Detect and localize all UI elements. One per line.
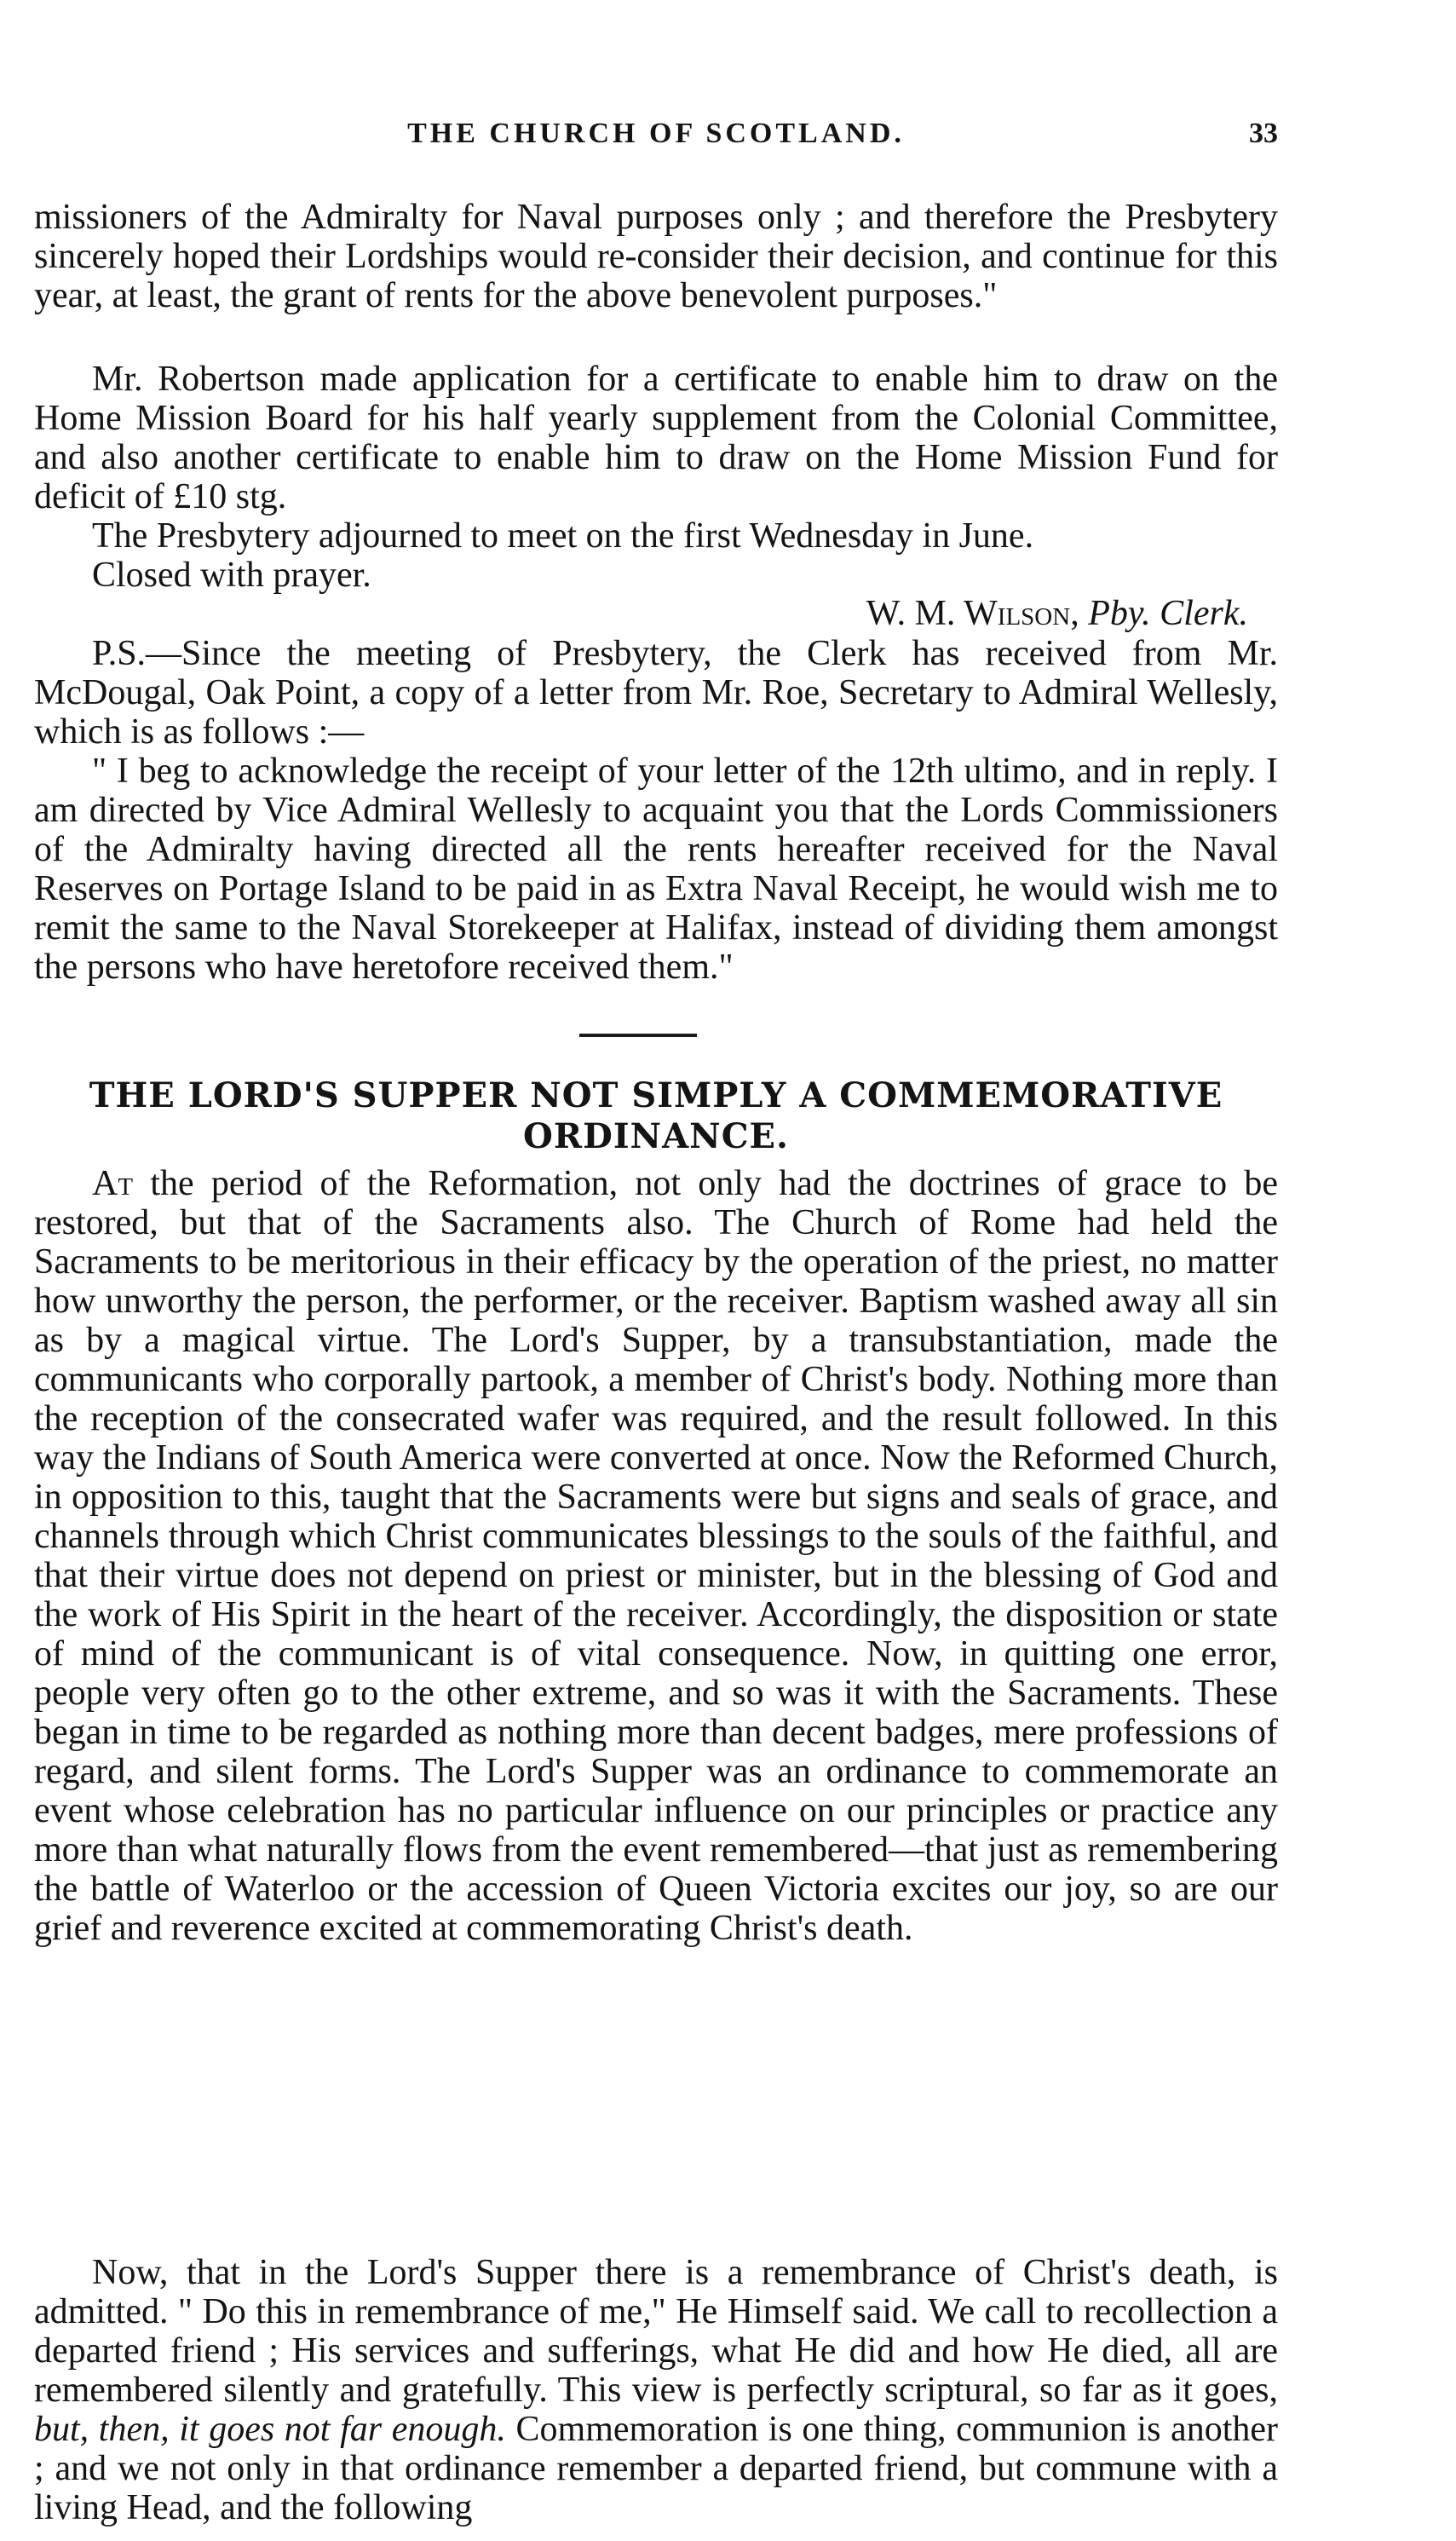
- article-paragraph-1: [34, 1164, 1278, 1948]
- article-paragraph-2: [34, 2253, 1278, 2527]
- article-heading-line-1: THE LORD'S SUPPER NOT SIMPLY A COMMEMORATIVE: [89, 1075, 1223, 1115]
- paragraph-text: The Presbytery adjourned to meet on the first Wednesday in June.: [92, 516, 1034, 556]
- clerk-signature: [34, 594, 1248, 633]
- paragraph-body: Now, that in the Lord's Supper there is a remembrance of Christ's death, is admitted. " Do this in remembrance of me," He Himself said. We call to recollection a departed friend ; His services and sufferings, what He did and how He died, all are remembered silently and gratefully. This view is perfectly scriptural, so far as it goes,: [34, 2253, 1278, 2410]
- paragraph-text: Closed with prayer.: [92, 556, 371, 595]
- paragraph-postscript: [34, 634, 1278, 752]
- paragraph-text: [34, 2253, 1278, 2527]
- paragraph-admiralty-continuation: [34, 198, 1278, 315]
- paragraph-text: " I beg to acknowledge the receipt of your letter of the 12th ultimo, and in reply. I am directed by Vice Admiral Wellesly to acquaint you that the Lords Commissioners of the Admiralty having directed all the rents hereafter received for the Naval Reserves on Portage Island to be paid in as Extra Naval Receipt, he would wish me to remit the same to the Naval Storekeeper at Halifax, instead of dividing them amongst the persons who have heretofore received them.": [34, 752, 1278, 987]
- article-heading-line-2: ORDINANCE.: [523, 1116, 789, 1156]
- paragraph-body: the period of the Reformation, not only had the doctrines of grace to be restored, but that of the Sacraments also. The Church of Rome had held the Sacraments to be meritorious in their efficacy by the operation of the priest, no matter how unworthy the person, the performer, or the receiver. Baptism washed away all sin as by a magical virtue. The Lord's Supper, by a transubstantiation, made the communicants who corporally partook, a member of Christ's body. Nothing more than the reception of the consecrated wafer was required, and the result followed. In this way the Indians of South America were converted at once. Now the Reformed Church, in opposition to this, taught that the Sacraments were but signs and seals of grace, and channels through which Christ communicates blessings to the souls of the faithful, and that their virtue does not depend on priest or minister, but in the blessing of God and the work of His Spirit in the heart of the receiver. Accordingly, the disposition or state of mind of the communicant is of vital consequence. Now, in quitting one error, people very often go to the other extreme, and so was it with the Sacraments. These began in time to be regarded as nothing more than decent badges, mere professions of regard, and silent forms. The Lord's Supper was an ordinance to commemorate an event whose celebration has no particular influence on our principles or practice any more than what naturally flows from the event remembered—that just as remembering the battle of Waterloo or the accession of Queen Victoria excites our joy, so are our grief and reverence excited at commemorating Christ's death.: [34, 1164, 1278, 1948]
- paragraph-lead-word: At: [92, 1164, 134, 1203]
- paragraph-text: [34, 1164, 1278, 1948]
- running-head: THE CHURCH OF SCOTLAND.: [407, 118, 905, 149]
- paragraph-adjourned: [34, 516, 1278, 595]
- paragraph-emphasis: but, then, it goes not far enough.: [34, 2410, 506, 2449]
- page-header: [34, 118, 1278, 169]
- paragraph-text: Mr. Robertson made application for a certificate to enable him to draw on the Home Mission Board for his half yearly supplement from the Colonial Committee, and also another certificate to enable him to draw on the Home Mission Fund for deficit of £10 stg.: [34, 360, 1278, 516]
- paragraph-body-continued: Commemoration is one thing, communion is another ; and we not only in that ordinance remember a departed friend, but commune with a living Head, and the following: [34, 2410, 1278, 2527]
- article-heading: [34, 1075, 1278, 1157]
- paragraph-robertson: [34, 360, 1278, 516]
- paragraph-text: P.S.—Since the meeting of Presbytery, the Clerk has received from Mr. McDougal, Oak Point, a copy of a letter from Mr. Roe, Secretary to Admiral Wellesly, which is as follows :—: [34, 634, 1278, 752]
- signature-name: W. M. Wilson,: [866, 594, 1079, 633]
- paragraph-quoted-letter: [34, 752, 1278, 987]
- page-number: 33: [1249, 118, 1278, 149]
- section-divider: [579, 1034, 697, 1037]
- paragraph-text: missioners of the Admiralty for Naval purposes only ; and therefore the Presbytery sincerely hoped their Lordships would re-consider their decision, and continue for this year, at least, the grant of rents for the above benevolent purposes.": [34, 198, 1278, 315]
- signature-title: Pby. Clerk.: [1088, 594, 1248, 633]
